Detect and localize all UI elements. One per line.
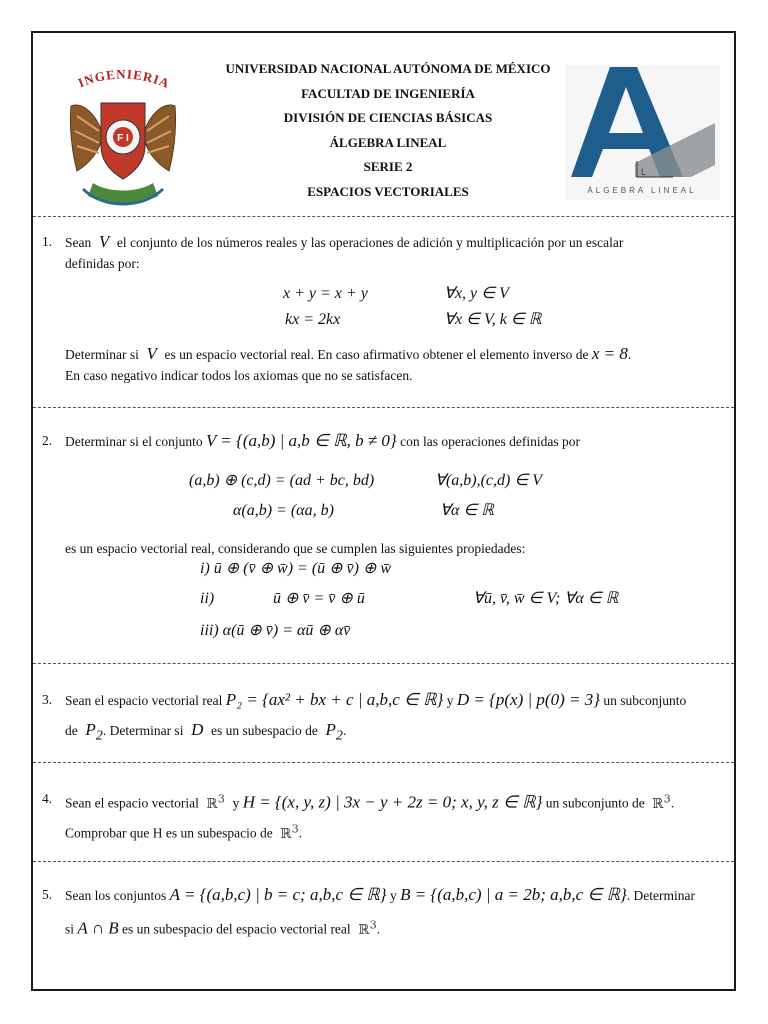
equation-vector-sum-condition: ∀(a,b),(c,d) ∈ V bbox=[435, 472, 543, 489]
svg-text:F I: F I bbox=[117, 133, 129, 144]
equation-addition-condition: ∀x, y ∈ V bbox=[444, 285, 509, 302]
unam-engineering-crest-icon bbox=[63, 61, 183, 211]
series-label: SERIE 2 bbox=[363, 159, 413, 174]
faculty-name: FACULTAD DE INGENIERÍA bbox=[301, 85, 475, 101]
header-titles bbox=[208, 57, 568, 204]
svg-text:ÁLGEBRA LINEAL: ÁLGEBRA LINEAL bbox=[587, 186, 697, 195]
university-name: UNIVERSIDAD NACIONAL AUTÓNOMA DE MÉXICO bbox=[225, 61, 551, 76]
equation-scalar: kx = 2kx bbox=[285, 311, 341, 328]
course-name: ÁLGEBRA LINEAL bbox=[329, 134, 447, 150]
property-ii-condition: ∀ū, v̄, w̄ ∈ V; ∀α ∈ ℝ bbox=[473, 590, 619, 607]
section-divider bbox=[33, 762, 734, 763]
equation-scalar-product: α(a,b) = (αa, b) bbox=[233, 502, 334, 519]
problem-number: 4. bbox=[42, 791, 53, 806]
property-ii-label: ii) bbox=[200, 590, 215, 607]
problem-number: 2. bbox=[42, 433, 53, 448]
equation-addition: x + y = x + y bbox=[283, 285, 368, 302]
equation-scalar-condition: ∀x ∈ V, k ∈ ℝ bbox=[444, 311, 542, 328]
series-topic: ESPACIOS VECTORIALES bbox=[307, 183, 469, 199]
property-iii: iii) α(ū ⊕ v̄) = αū ⊕ αv̄ bbox=[200, 622, 351, 639]
document-frame: INGENIERIA F I UNIVERSIDAD NACIONAL AUTÓNOMA DE MÉXICO FACULTAD DE INGENIERÍA DIVISIÓN DE CIENCIAS BÁSICAS ÁLGEBRA LINEAL SERIE 2 ESPACIOS VECTORIALES L ÁLGEBRA LINEAL 1. Sean V el conjunto de los números reales y las operaciones de adición y multiplicación por un escalar definidas por: x + y = x + y ∀x, y ∈ V kx = 2kx ∀x ∈ V, k ∈ ℝ Determinar si V es un espacio vectorial real. En caso afirmativo obtener el elemento inverso de x = 8. En caso negativo indicar todos los axiomas que no se satisfacen. 2. Determinar si el conjunto V = {(a,b) | a,b ∈ ℝ, b ≠ 0} con las operaciones definidas por (a,b) ⊕ (c,d) = (ad + bc, bd) ∀(a,b),(c,d) ∈ V α(a,b) = (αa, b) ∀α ∈ ℝ es un espacio vectorial real, considerando que se cumplen las siguientes propiedades: i) ū ⊕ (v̄ ⊕ w̄) = (ū ⊕ v̄) ⊕ w̄ ii) ū ⊕ v̄ = v̄ ⊕ ū ∀ū, v̄, w̄ ∈ V; ∀α ∈ ℝ iii) α(ū ⊕ v̄) = αū ⊕ αv̄ 3. Sean el espacio vectorial real P₂ = {ax² + bx + c | a,b,c ∈ ℝ} y D = {p(x) | p(0) = 3} un subconjunto de $P_2$. Determinar si D es un subespacio de $P_2$. 4. Sean el espacio vectorial ℝ$^3$ y H = {(x, y, z) | 3x − y + 2z = 0; x, y, z ∈ ℝ} un subconjunto de ℝ$^3$. Comprobar que H es un subespacio de ℝ$^3$. 5. Sean los conjuntos A = {(a,b,c) | b = c; a,b,c ∈ ℝ} y B = {(a,b,c) | a = 2b; a,b,c ∈ ℝ}. Determinar si A ∩ B es un subespacio del espacio vectorial real ℝ$^3$. bbox=[31, 31, 736, 991]
division-name: DIVISIÓN DE CIENCIAS BÁSICAS bbox=[283, 110, 493, 125]
svg-text:INGENIERIA: INGENIERIA bbox=[75, 66, 173, 92]
header bbox=[33, 33, 734, 216]
section-divider bbox=[33, 861, 734, 862]
section-divider bbox=[33, 216, 734, 217]
section-divider bbox=[33, 407, 734, 408]
problem-number: 3. bbox=[42, 692, 53, 707]
equation-scalar-product-condition: ∀α ∈ ℝ bbox=[440, 502, 494, 519]
problem-number: 5. bbox=[42, 887, 53, 902]
section-divider bbox=[33, 663, 734, 664]
equation-vector-sum: (a,b) ⊕ (c,d) = (ad + bc, bd) bbox=[189, 472, 375, 489]
problem-number: 1. bbox=[42, 234, 53, 249]
svg-text:L: L bbox=[641, 167, 647, 177]
property-i: i) ū ⊕ (v̄ ⊕ w̄) = (ū ⊕ v̄) ⊕ w̄ bbox=[200, 560, 392, 577]
algebra-lineal-logo-icon bbox=[565, 65, 720, 200]
property-ii: ū ⊕ v̄ = v̄ ⊕ ū bbox=[273, 590, 365, 607]
